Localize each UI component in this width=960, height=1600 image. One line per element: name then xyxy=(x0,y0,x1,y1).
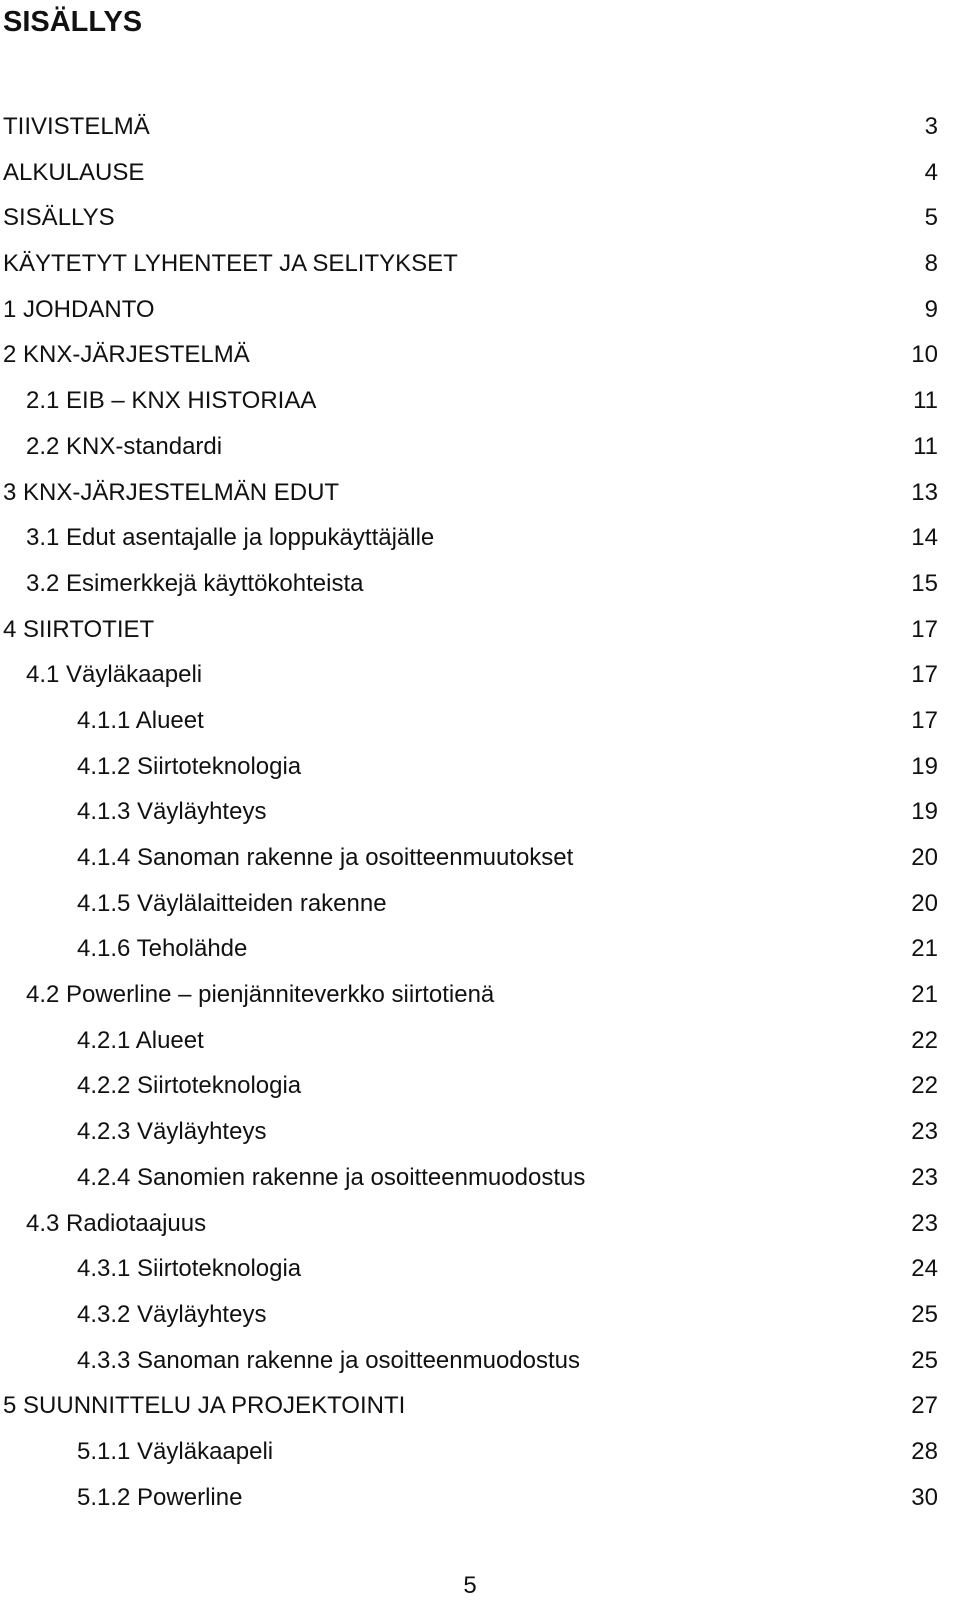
page-title: SISÄLLYS xyxy=(3,6,143,38)
toc-entry-title: 3.1 Edut asentajalle ja loppukäyttäjälle xyxy=(26,524,435,552)
toc-entry xyxy=(0,1201,960,1247)
toc-entry-title: 5 SUUNNITTELU JA PROJEKTOINTI xyxy=(3,1392,406,1420)
toc-entry-title: ALKULAUSE xyxy=(3,158,145,186)
toc-entry-page: 25 xyxy=(911,1346,938,1374)
toc-entry-title: 2.2 KNX-standardi xyxy=(26,432,223,460)
toc-entry xyxy=(0,744,960,790)
toc-entry xyxy=(0,515,960,561)
toc-entry-page: 27 xyxy=(911,1392,938,1420)
toc-entry-page: 4 xyxy=(924,158,938,186)
toc-entry-page: 30 xyxy=(911,1483,938,1511)
toc-entry xyxy=(0,1429,960,1475)
toc-entry xyxy=(0,972,960,1018)
toc-entry-page: 22 xyxy=(911,1072,938,1100)
toc-entry-title: 4.1 Väyläkaapeli xyxy=(26,661,203,689)
toc-entry xyxy=(0,926,960,972)
toc-entry xyxy=(0,1292,960,1338)
toc-entry-page: 13 xyxy=(911,478,938,506)
toc-entry xyxy=(0,1246,960,1292)
toc-entry-title: 4.2.4 Sanomien rakenne ja osoitteenmuodostus xyxy=(77,1163,586,1191)
toc-entry-title: 4.3 Radiotaajuus xyxy=(26,1209,207,1237)
toc-entry-page: 3 xyxy=(924,113,938,140)
toc-entry xyxy=(0,195,960,241)
toc-entry-page: 15 xyxy=(911,569,938,597)
toc-entry-title: 1 JOHDANTO xyxy=(3,295,155,323)
toc-entry xyxy=(0,1383,960,1429)
toc-entry-title: 4.2.3 Väyläyhteys xyxy=(77,1118,267,1146)
toc-entry xyxy=(0,881,960,927)
toc-entry xyxy=(0,1109,960,1155)
toc-entry xyxy=(0,1018,960,1064)
toc-entry-page: 10 xyxy=(911,341,938,369)
toc-entry xyxy=(0,470,960,516)
toc-entry-title: KÄYTETYT LYHENTEET JA SELITYKSET xyxy=(3,250,458,278)
toc-entry xyxy=(0,789,960,835)
toc-entry-title: 5.1.2 Powerline xyxy=(77,1483,243,1511)
toc-entry xyxy=(0,332,960,378)
toc-entry-title: TIIVISTELMÄ xyxy=(3,113,150,140)
toc-entry-title: 4.2.1 Alueet xyxy=(77,1026,204,1054)
toc-entry-title: 4.2 Powerline – pienjänniteverkko siirtotienä xyxy=(26,981,495,1009)
toc-entry-title: 4.1.3 Väyläyhteys xyxy=(77,798,267,826)
toc-entry-page: 28 xyxy=(911,1437,938,1465)
toc-entry-title: 4.3.2 Väyläyhteys xyxy=(77,1300,267,1328)
toc-entry-page: 17 xyxy=(911,706,938,734)
toc-entry-page: 19 xyxy=(911,798,938,826)
toc-entry xyxy=(0,652,960,698)
toc-entry xyxy=(0,1155,960,1201)
toc-entry xyxy=(0,1475,960,1521)
toc-entry-page: 8 xyxy=(924,250,938,278)
toc-entry-page: 11 xyxy=(913,432,938,460)
toc-entry-page: 21 xyxy=(911,981,938,1009)
toc-entry xyxy=(0,424,960,470)
toc-entry-page: 23 xyxy=(911,1209,938,1237)
toc-entry-page: 14 xyxy=(911,524,938,552)
toc-entry-title: 5.1.1 Väyläkaapeli xyxy=(77,1437,274,1465)
toc-entry-title: 4.1.6 Teholähde xyxy=(77,935,248,963)
table-of-contents xyxy=(0,104,960,1520)
toc-entry xyxy=(0,241,960,287)
toc-entry-title: 4.3.1 Siirtoteknologia xyxy=(77,1255,302,1283)
toc-entry-page: 22 xyxy=(911,1026,938,1054)
toc-entry xyxy=(0,1338,960,1384)
toc-entry xyxy=(0,104,960,150)
toc-entry xyxy=(0,607,960,653)
toc-entry-page: 21 xyxy=(911,935,938,963)
toc-entry-title: 3 KNX-JÄRJESTELMÄN EDUT xyxy=(3,478,340,506)
toc-entry xyxy=(0,287,960,333)
toc-entry-page: 20 xyxy=(911,889,938,917)
page-number: 5 xyxy=(463,1572,477,1599)
toc-entry-title: 4.2.2 Siirtoteknologia xyxy=(77,1072,302,1100)
toc-entry-page: 20 xyxy=(911,844,938,871)
toc-entry-title: 4.1.1 Alueet xyxy=(77,706,204,734)
toc-entry xyxy=(0,698,960,744)
toc-entry-page: 19 xyxy=(911,752,938,780)
toc-entry-page: 23 xyxy=(911,1163,938,1191)
toc-entry-title: 4 SIIRTOTIET xyxy=(3,615,155,643)
toc-entry xyxy=(0,378,960,424)
toc-entry xyxy=(0,835,960,881)
toc-entry-title: 2 KNX-JÄRJESTELMÄ xyxy=(3,341,250,369)
toc-entry-page: 9 xyxy=(924,295,938,323)
toc-entry xyxy=(0,1063,960,1109)
toc-entry-page: 24 xyxy=(911,1255,938,1283)
toc-entry-title: 4.1.2 Siirtoteknologia xyxy=(77,752,302,780)
toc-entry-page: 23 xyxy=(911,1118,938,1146)
toc-entry-title: SISÄLLYS xyxy=(3,204,115,232)
toc-entry-page: 5 xyxy=(924,204,938,232)
toc-entry-page: 17 xyxy=(911,661,938,689)
toc-entry-page: 17 xyxy=(911,615,938,643)
toc-entry-title: 4.3.3 Sanoman rakenne ja osoitteenmuodostus xyxy=(77,1346,581,1374)
toc-entry-page: 25 xyxy=(911,1300,938,1328)
toc-entry-title: 3.2 Esimerkkejä käyttökohteista xyxy=(26,569,364,597)
toc-entry-title: 4.1.4 Sanoman rakenne ja osoitteenmuutokset xyxy=(77,844,574,871)
toc-entry xyxy=(0,150,960,196)
toc-entry-title: 4.1.5 Väylälaitteiden rakenne xyxy=(77,889,387,917)
toc-entry xyxy=(0,561,960,607)
toc-entry-page: 11 xyxy=(913,387,938,415)
toc-entry-title: 2.1 EIB – KNX HISTORIAA xyxy=(26,387,317,415)
